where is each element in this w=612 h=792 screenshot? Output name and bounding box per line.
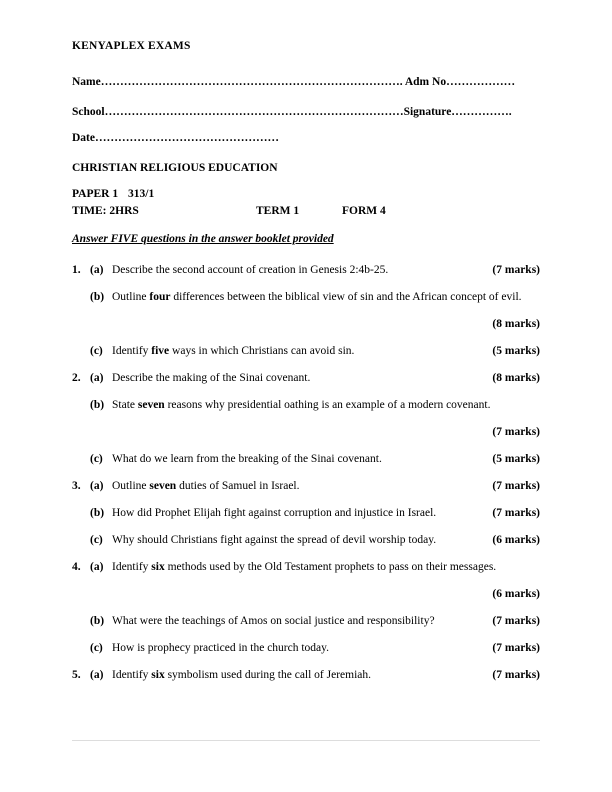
part-text (112, 614, 484, 628)
number-spacer (72, 290, 90, 304)
question-part (72, 560, 540, 574)
part-marks: (7 marks) (492, 669, 540, 681)
part-marks: (8 marks) (492, 372, 540, 384)
part-marks: (5 marks) (492, 453, 540, 465)
part-label: (b) (90, 507, 105, 519)
text-after: duties of Samuel in Israel. (176, 480, 300, 492)
time-term-form-row (72, 205, 540, 217)
part-text (112, 560, 540, 574)
text-bold: six (151, 669, 165, 681)
part-text (112, 371, 484, 385)
part-marks: (7 marks) (492, 264, 540, 276)
question-part (72, 479, 540, 493)
exam-board-title: KENYAPLEX EXAMS (72, 40, 191, 52)
text-before: Outline (112, 291, 150, 303)
date-line: Date………………………………………… (72, 132, 279, 144)
text-before: Identify (112, 345, 152, 357)
text-bold: seven (149, 480, 177, 492)
part-text (112, 641, 484, 655)
part-label: (c) (90, 642, 103, 654)
part-text (112, 452, 484, 466)
part-marks: (7 marks) (492, 426, 540, 438)
subject-title: CHRISTIAN RELIGIOUS EDUCATION (72, 162, 278, 174)
text-after: ways in which Christians can avoid sin. (169, 345, 355, 357)
exam-instructions: Answer FIVE questions in the answer booklet provided (72, 233, 334, 245)
question-number: 2. (72, 372, 81, 384)
part-label: (b) (90, 399, 105, 411)
part-label: (a) (90, 561, 104, 573)
text-bold: seven (137, 399, 165, 411)
time-label: TIME: 2HRS (72, 205, 139, 217)
name-adm-line: Name……………………………………………………………………. Adm No……………… (72, 76, 516, 88)
part-label: (b) (90, 615, 105, 627)
question-2 (72, 371, 540, 466)
question-number: 3. (72, 480, 81, 492)
part-text (112, 506, 484, 520)
school-signature-line: School……………………………………………………………………Signature……………. (72, 106, 512, 118)
part-marks: (7 marks) (492, 507, 540, 519)
number-spacer (72, 506, 90, 520)
number-spacer (72, 641, 90, 655)
text-before: Describe the making of the Sinai covenant. (112, 372, 311, 384)
question-part (72, 668, 540, 682)
question-part (72, 506, 540, 520)
part-text (112, 533, 484, 547)
part-text (112, 344, 484, 358)
marks-line (72, 425, 540, 439)
question-4 (72, 560, 540, 655)
part-marks: (7 marks) (492, 480, 540, 492)
number-spacer (72, 452, 90, 466)
part-text (112, 290, 540, 304)
part-label: (a) (90, 669, 104, 681)
question-part (72, 290, 540, 304)
text-before: Identify (112, 669, 152, 681)
number-spacer (72, 344, 90, 358)
text-before: What were the teachings of Amos on social justice and responsibility? (112, 615, 435, 627)
question-number: 4. (72, 561, 81, 573)
part-marks: (5 marks) (492, 345, 540, 357)
question-part (72, 263, 540, 277)
part-marks: (8 marks) (492, 318, 540, 330)
question-part (72, 398, 540, 412)
text-before: Describe the second account of creation in Genesis 2:4b-25. (112, 264, 389, 276)
part-text (112, 479, 484, 493)
marks-line (72, 317, 540, 331)
paper-label: PAPER 1 (72, 188, 119, 200)
question-5 (72, 668, 540, 682)
form-label: FORM 4 (342, 205, 386, 217)
part-marks: (7 marks) (492, 615, 540, 627)
part-label: (a) (90, 264, 104, 276)
question-part (72, 371, 540, 385)
number-spacer (72, 614, 90, 628)
number-spacer (72, 398, 90, 412)
text-before: How did Prophet Elijah fight against corruption and injustice in Israel. (112, 507, 437, 519)
part-text (112, 668, 484, 682)
question-number: 5. (72, 669, 81, 681)
text-after: symbolism used during the call of Jeremiah. (164, 669, 372, 681)
text-before: Outline (112, 480, 150, 492)
question-part (72, 533, 540, 547)
part-text (112, 398, 540, 412)
text-before: What do we learn from the breaking of the Sinai covenant. (112, 453, 382, 465)
part-marks: (6 marks) (492, 534, 540, 546)
part-label: (b) (90, 291, 105, 303)
question-part (72, 641, 540, 655)
part-label: (c) (90, 345, 103, 357)
number-spacer (72, 533, 90, 547)
text-after: methods used by the Old Testament prophets to pass on their messages. (164, 561, 497, 573)
footer-divider (72, 740, 540, 741)
text-bold: six (151, 561, 165, 573)
paper-row (72, 188, 540, 200)
part-marks: (6 marks) (492, 588, 540, 600)
part-label: (c) (90, 534, 103, 546)
paper-code: 313/1 (128, 188, 155, 200)
text-before: State (112, 399, 138, 411)
part-text (112, 263, 484, 277)
question-number: 1. (72, 264, 81, 276)
text-bold: five (151, 345, 170, 357)
part-marks: (7 marks) (492, 642, 540, 654)
text-before: Why should Christians fight against the spread of devil worship today. (112, 534, 437, 546)
question-1 (72, 263, 540, 358)
question-part (72, 614, 540, 628)
text-bold: four (149, 291, 171, 303)
term-label: TERM 1 (256, 205, 300, 217)
part-label: (a) (90, 372, 104, 384)
question-part (72, 452, 540, 466)
text-after: differences between the biblical view of sin and the African concept of evil. (170, 291, 522, 303)
marks-line (72, 587, 540, 601)
part-label: (c) (90, 453, 103, 465)
part-label: (a) (90, 480, 104, 492)
question-3 (72, 479, 540, 547)
question-part (72, 344, 540, 358)
text-before: Identify (112, 561, 152, 573)
text-after: reasons why presidential oathing is an example of a modern covenant. (164, 399, 491, 411)
text-before: How is prophecy practiced in the church today. (112, 642, 330, 654)
